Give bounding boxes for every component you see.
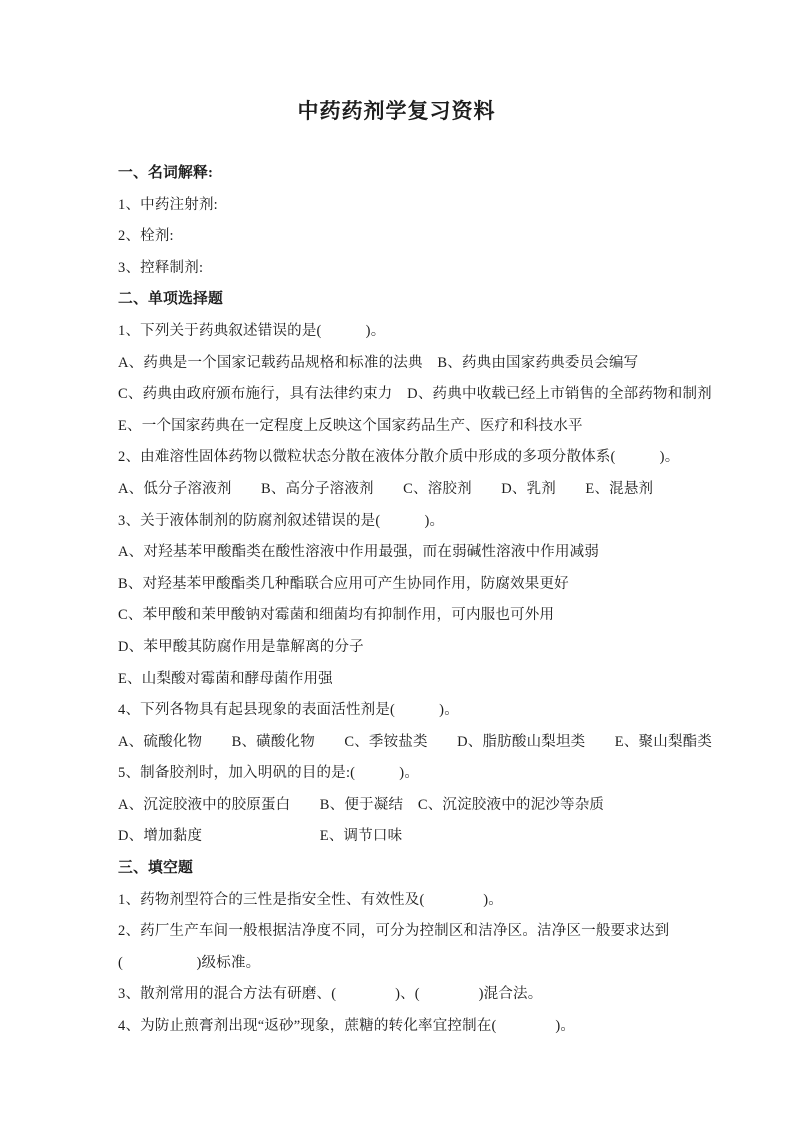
option-row: C、苯甲酸和茉甲酸钠对霉菌和细菌均有抑制作用，可内服也可外用 — [118, 607, 555, 624]
option-row: A、低分子溶液剂 B、高分子溶液剂 C、溶胶剂 D、乳剂 E、混悬剂 — [118, 480, 654, 497]
blank-question-line: 1、药物剂型符合的三性是指安全性、有效性及( )。 — [118, 891, 504, 908]
option-row: E、山梨酸对霉菌和酵母菌作用强 — [118, 670, 333, 687]
option-row: C、药典由政府颁布施行，具有法律约束力 D、药典中收载已经上市销售的全部药物和制剂 — [118, 386, 712, 403]
term-item: 1、中药注射剂: — [118, 196, 218, 213]
blank-question-line: ( )级标准。 — [118, 954, 261, 971]
document-title: 中药药剂学复习资料 — [297, 99, 496, 123]
section-heading: 一、名词解释: — [118, 165, 214, 181]
section-heading: 二、单项选择题 — [118, 291, 223, 308]
option-row: B、对羟基苯甲酸酯类几种酯联合应用可产生协同作用，防腐效果更好 — [118, 575, 569, 592]
section-fill-in-blank — [118, 853, 693, 1043]
option-row: E、一个国家药典在一定程度上反映这个国家药品生产、医疗和科技水平 — [118, 417, 583, 434]
option-row: A、硫酸化物 B、磺酸化物 C、季铵盐类 D、脂肪酸山梨坦类 E、聚山梨酯类 — [118, 733, 713, 750]
question-line: 1、下列关于药典叙述错误的是( )。 — [118, 322, 386, 339]
option-row: D、苯甲酸其防腐作用是靠解离的分子 — [118, 638, 364, 655]
option-row: A、沉淀胶液中的胶原蛋白 B、便于凝结 C、沉淀胶液中的泥沙等杂质 — [118, 796, 605, 813]
term-item: 3、控释制剂: — [118, 259, 204, 276]
question-line: 3、关于液体制剂的防腐剂叙述错误的是( )。 — [118, 512, 445, 529]
blank-question-line: 2、药厂生产车间一般根据洁净度不同，可分为控制区和洁净区。洁净区一般要求达到 — [118, 923, 670, 940]
blank-question-line: 4、为防止煎膏剂出现“返砂”现象，蔗糖的转化率宜控制在( )。 — [118, 1018, 576, 1035]
option-row: A、对羟基苯甲酸酯类在酸性溶液中作用最强，而在弱碱性溶液中作用减弱 — [118, 544, 600, 561]
term-item: 2、栓剂: — [118, 228, 174, 245]
question-line: 2、由难溶性固体药物以微粒状态分散在液体分散介质中形成的多项分散体系( )。 — [118, 449, 680, 466]
question-line: 5、制备胶剂时，加入明矾的目的是:( )。 — [118, 765, 420, 782]
blank-question-line: 3、散剂常用的混合方法有研磨、( )、( )混合法。 — [118, 986, 543, 1003]
section-definitions — [118, 158, 693, 284]
option-row: A、药典是一个国家记载药品规格和标准的法典 B、药典由国家药典委员会编写 — [118, 354, 639, 371]
question-line: 4、下列各物具有起县现象的表面活性剂是( )。 — [118, 702, 459, 719]
section-single-choice — [118, 284, 713, 853]
section-heading: 三、填空题 — [118, 860, 193, 877]
option-row: D、增加黏度 E、调节口味 — [118, 828, 403, 845]
